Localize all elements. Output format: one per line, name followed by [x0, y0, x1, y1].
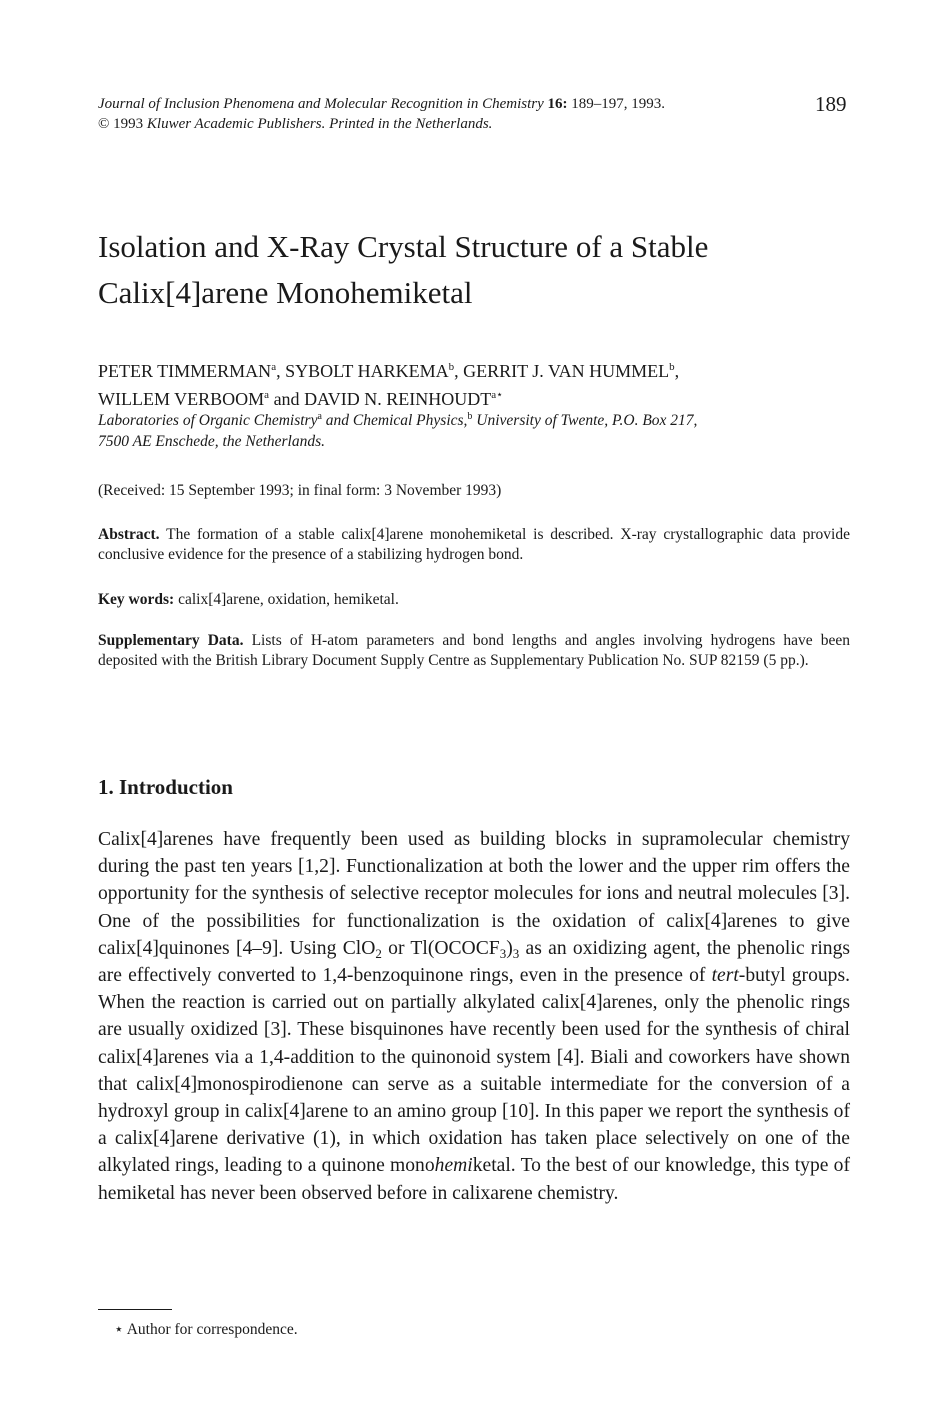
journal-volume: 16: — [547, 96, 568, 112]
author-name: GERRIT J. VAN HUMMEL — [463, 361, 670, 381]
title-line-1: Isolation and X-Ray Crystal Structure of a Stable — [98, 229, 709, 264]
intro-text: Calix[4]arenes have frequently been used as building blocks in supramolecular chemistry during the past ten years [1,2]. Functionalization at both the lower and the upper rim offers the opportunity for the synthesis of selective receptor molecules for ions and neutral molecules [3]. One of the possibilities for functionalization is the oxidation of calix[4]arenes to give calix[4]quinones [4–9]. Using ClO — [98, 829, 850, 959]
title-line-2: Calix[4]arene Monohemiketal — [98, 275, 473, 310]
introduction-paragraph — [98, 826, 850, 1207]
author-list — [98, 355, 858, 411]
subscript: 2 — [375, 945, 382, 961]
intro-text: ketal. To the best of our knowledge, this type of hemiketal has never been observed before in calixarene chemistry. — [98, 1155, 850, 1204]
affiliation-part: and Chemical Physics, — [321, 412, 468, 430]
footnote-text: Author for correspondence. — [123, 1321, 298, 1338]
author-separator: , — [276, 361, 286, 381]
received-dates: (Received: 15 September 1993; in final form: 3 November 1993) — [98, 482, 502, 499]
journal-header — [98, 94, 798, 134]
section-heading: 1. Introduction — [98, 775, 233, 799]
abstract — [98, 525, 850, 565]
abstract-label: Abstract. — [98, 526, 160, 543]
paper-title — [98, 224, 858, 316]
intro-text: ) — [506, 937, 513, 959]
author-name: SYBOLT HARKEMA — [285, 361, 449, 381]
author-affil-mark: b — [448, 361, 455, 373]
intro-text: or Tl(OCOCF — [381, 937, 500, 959]
affil-mark: a — [317, 411, 322, 422]
keywords-text: calix[4]arene, oxidation, hemiketal. — [174, 591, 399, 608]
keywords-label: Key words: — [98, 591, 175, 608]
supplementary-label: Supplementary Data. — [98, 632, 244, 649]
journal-pages-year: 189–197, 1993. — [567, 96, 666, 112]
affil-letter: a — [491, 389, 497, 401]
footnote — [114, 1320, 298, 1339]
journal-name: Journal of Inclusion Phenomena and Molecular Recognition in Chemistry — [98, 96, 544, 112]
page-number: 189 — [815, 92, 847, 116]
affiliation-part: Laboratories of Organic Chemistry — [98, 412, 318, 430]
supplementary-data — [98, 631, 850, 671]
author-separator: , — [674, 361, 680, 381]
subscript: 3 — [512, 945, 520, 961]
affil-mark: b — [467, 411, 473, 422]
copyright-symbol: © — [98, 116, 110, 132]
author-name: PETER TIMMERMAN — [98, 361, 272, 381]
author-separator: , — [454, 361, 464, 381]
author-affil-mark: a — [264, 389, 270, 401]
correspondence-star: ⋆ — [496, 389, 503, 401]
abstract-text: The formation of a stable calix[4]arene monohemiketal is described. X-ray crystallographic data provide conclusive evidence for the presence of a stabilizing hydrogen bond. — [98, 526, 850, 563]
publisher-text: Kluwer Academic Publishers. Printed in the Netherlands. — [146, 116, 493, 132]
copyright-line — [98, 114, 798, 134]
author-affil-mark: b — [669, 361, 675, 373]
footnote-star: ⋆ — [114, 1321, 124, 1338]
author-name: WILLEM VERBOOM — [98, 389, 265, 409]
journal-citation-line — [98, 94, 798, 114]
supplementary-text: Lists of H-atom parameters and bond lengths and angles involving hydrogens have been deposited with the British Library Document Supply Centre as Supplementary Publication No. SUP 82159 (5 pp.). — [98, 632, 850, 669]
italic-term: hemi — [434, 1155, 473, 1177]
author-affil-mark: a — [271, 361, 277, 373]
italic-term: tert — [711, 965, 739, 987]
intro-text: -butyl groups. When the reaction is carried out on partially alkylated calix[4]arenes, only the phenolic rings are usually oxidized [3]. These bisquinones have recently been used for the synthesis of chiral calix[4]arenes via a 1,4-addition to the quinonoid system [4]. Biali and coworkers have shown that calix[4]monospirodienone can serve as a suitable intermediate for the conversion of a hydroxyl group in calix[4]arene to an amino group [10]. In this paper we report the synthesis of a calix[4]arene derivative (1), in which oxidation has taken place selectively on one of the alkylated rings, leading to a quinone mono — [98, 965, 850, 1177]
copyright-year: 1993 — [109, 116, 147, 132]
keywords — [98, 590, 850, 610]
author-separator: and — [269, 389, 305, 409]
intro-text: as an oxidizing agent, the phenolic rings are effectively converted to 1,4-benzoquinone rings, even in the presence of — [98, 937, 850, 987]
affiliation-address: 7500 AE Enschede, the Netherlands. — [98, 433, 326, 451]
footnote-rule — [98, 1309, 172, 1310]
subscript: 3 — [499, 945, 507, 961]
author-affil-mark — [491, 389, 503, 401]
affiliation — [98, 406, 858, 452]
affiliation-part: University of Twente, P.O. Box 217, — [472, 412, 698, 430]
author-name: DAVID N. REINHOUDT — [304, 389, 492, 409]
